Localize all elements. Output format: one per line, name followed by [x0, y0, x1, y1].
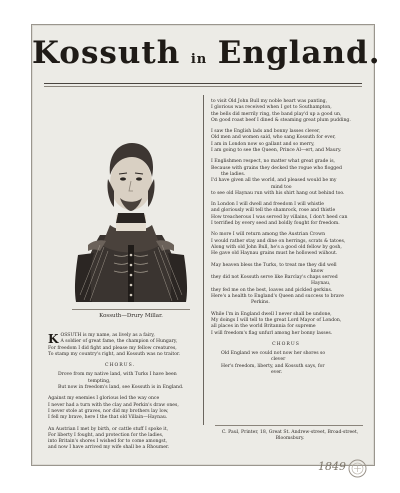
verse-line: and gloriously will tell the shamrock, rose and thistle: [211, 208, 336, 214]
verse-10: [211, 312, 361, 337]
title-word-kossuth: Kossuth: [32, 35, 181, 71]
verse-line: I never stole at graves, nor did my brothers lay low,: [48, 408, 169, 414]
verse-line: all places in the world Britannia for supreme: [211, 324, 316, 330]
printer-rule: [215, 425, 363, 426]
printer-line: C. Paul, Printer, 18, Great St. Andrew-street, Broad-street,: [221, 430, 359, 435]
verse-line: OSSUTH is my name, as lively as a fairy,: [60, 333, 155, 338]
verse-line: While I'm in England dwell I never shall be undone,: [211, 311, 332, 317]
chorus-line: tempting,: [88, 378, 111, 384]
chorus-line: clever: [271, 357, 286, 363]
column-divider: [203, 95, 204, 425]
verse-line: they did not Kossuth serve like Barclay's chaps served: [211, 275, 338, 281]
verse-line: In London I will dwell and freedom I will whistle: [211, 202, 324, 208]
verse-line: I Englishmen respect, no matter what great grade is,: [211, 159, 336, 165]
verse-line: into Britain's shores I wished for to come amongst,: [48, 439, 168, 445]
verse-4: [211, 99, 361, 124]
verse-line: to visit Old John Bull my noble heart was panting,: [211, 99, 328, 104]
verse-line: they fed me on the best, loaves and pickled gerkins.: [211, 287, 333, 293]
title-word-england: England.: [217, 35, 381, 71]
verse-line: No more I will return among the Austrian Crown: [211, 232, 326, 238]
verse-line: Along with old John Bull, he's a good old fellow by gosh,: [211, 244, 342, 250]
title-connector: in: [190, 52, 208, 67]
verse-line: May heaven bless the Turks, to treat me they did well: [211, 262, 337, 268]
verse-1: [48, 333, 192, 358]
right-column-text: [211, 99, 361, 381]
verse-6: [211, 159, 361, 197]
portrait-caption: Kossuth—Drury Millar.: [99, 313, 163, 319]
verse-line: I never had a turn with the clay and Perkin's draw ones,: [48, 402, 179, 408]
verse-line: An Austrian I met by birth, or cattle stuff I spoke it,: [48, 426, 169, 432]
verse-line: to see old Haynau run with his shirt hang out behind too.: [211, 190, 345, 196]
verse-7: [211, 202, 361, 227]
title-rule-thin: [44, 86, 362, 87]
verse-line: I am going to see the Queen, Prince Al—ert, and Maury.: [211, 148, 342, 154]
verse-line: For freedom I did fight and please my fellow creatures,: [48, 345, 177, 351]
verse-line: A soldier of great fame, the champion of Hungary,: [60, 339, 178, 345]
verse-line: He gave old Haynau grains must he hollowed wiihout.: [211, 251, 338, 257]
verse-line: Against my enemies I glorious led the way once: [48, 396, 160, 402]
verse-line: On good roast beef I dined & steaming great plum pudding.: [211, 117, 351, 123]
verse-2: [48, 396, 192, 421]
verse-line: mind too: [271, 184, 292, 190]
verse-3: [48, 427, 192, 452]
verse-line: My doings I will tell to the great Lord Mayor of London,: [211, 317, 342, 323]
left-column-text: [48, 333, 192, 457]
portrait-figure: [75, 143, 187, 302]
verse-line: know: [311, 268, 324, 274]
chorus-line: Her's freedom, liberty, and Kossuth says, for: [221, 363, 325, 369]
verse-line: the ladies.: [221, 171, 246, 177]
verse-line: I would rather stay and dine on herrings, scrats & tatoes,: [211, 238, 346, 244]
verse-line: To stamp my country's right, and Kossuth was no traitor.: [48, 351, 181, 357]
verse-line: Here's a health to England's Queen and success to brave: [211, 294, 344, 300]
verse-8: [211, 232, 361, 257]
verse-line: Old men and women said, who sang Kossuth for ever,: [211, 135, 336, 141]
chorus-line: ever.: [271, 369, 283, 375]
title-rule: [44, 83, 362, 84]
chorus-line: Old England we could not now her shores so: [221, 351, 326, 357]
verse-line: How treacherous I was served by villains, I don't heed can: [211, 214, 348, 220]
chorus-label: CHORUS.: [104, 363, 136, 369]
verse-9: [211, 263, 361, 307]
verse-line: I will freedom's flag unfurl among her bonny lasses.: [211, 330, 333, 336]
chorus-text: [211, 351, 361, 376]
verse-line: I saw the English lads and bonny lasses clever,: [211, 129, 321, 135]
verse-line: I'd have given all the world, and pleased would be my: [211, 178, 337, 184]
verse-line: and now I have arrived my wife shall be a Rhoumer.: [48, 445, 170, 451]
verse-line: I am in London now so gallant and so merry,: [211, 141, 315, 147]
library-stamp-icon: [348, 459, 367, 478]
chorus-text: [48, 372, 192, 391]
verse-5: [211, 129, 361, 154]
verse-line: the bells did merrily ring, the band play'd up a good un,: [211, 111, 342, 117]
kossuth-portrait-engraving: [70, 95, 192, 302]
verse-line: I fell my brave, here I the that old Villain—Haynau.: [48, 415, 168, 421]
chorus-line: Drove from my native land, with Turks I have been: [58, 372, 177, 378]
verse-line: I terrified by every seed and boldly fought for freedom.: [211, 221, 340, 227]
verse-line: Perkins.: [251, 300, 270, 306]
verse-line: Haynau,: [311, 281, 331, 287]
caption-rule: [72, 309, 190, 310]
handwritten-year-note: 1849: [318, 460, 346, 473]
chorus-label: CHORUS: [272, 341, 300, 347]
verse-line: Because with grains they decked the rogue who flogged: [211, 165, 342, 171]
printer-line: Bloomsbury.: [275, 436, 305, 442]
verse-line: I glorious was received when I got to Southampton,: [211, 105, 332, 111]
broadside-title: [32, 35, 381, 75]
verse-line: For liberty I fought, and protection for the ladies,: [48, 432, 164, 438]
dropcap-letter: K: [48, 332, 59, 346]
printer-imprint: [215, 430, 365, 443]
chorus-line: But now in freedom's land, see Kossuth is in England.: [58, 385, 184, 391]
broadside-sheet: [31, 24, 381, 473]
